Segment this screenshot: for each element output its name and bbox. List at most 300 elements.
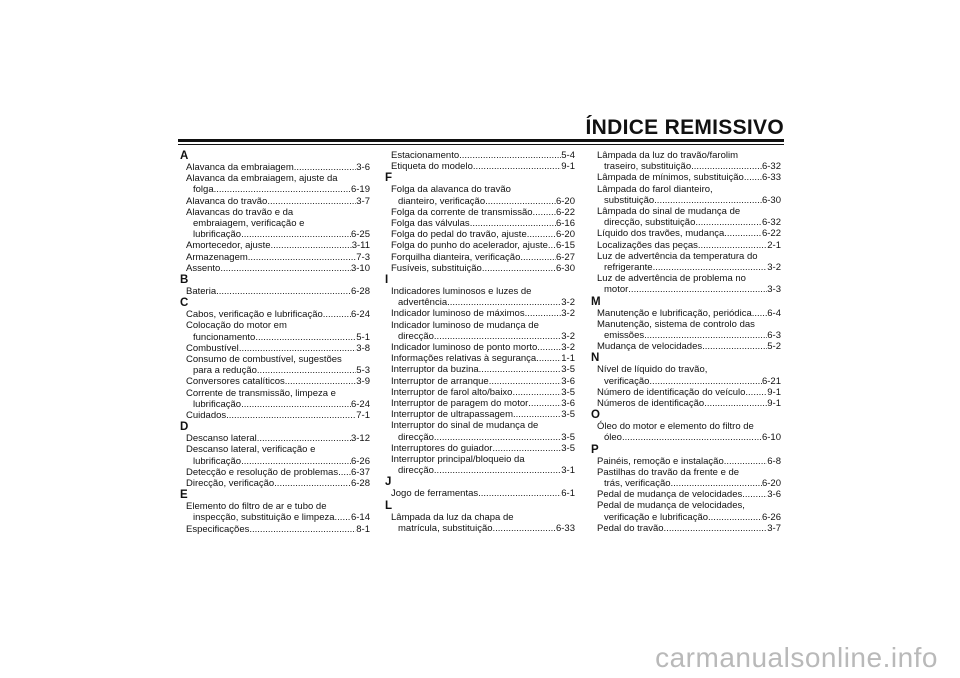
- index-entry-text: direcção: [398, 465, 434, 477]
- index-entry-page: 3-8: [356, 342, 370, 354]
- index-entry-text: Lâmpada da luz da chapa de: [391, 511, 514, 523]
- dot-leader: [644, 330, 767, 341]
- index-entry: [180, 343, 370, 354]
- index-entry-text: Bateria: [186, 286, 217, 298]
- index-entry: [180, 376, 370, 387]
- dot-leader: [704, 398, 767, 409]
- index-entry-page: 3-11: [351, 240, 370, 252]
- index-entry-text: Lâmpada da luz do travão/farolim: [597, 150, 738, 161]
- index-entry-text: Alavancas do travão e da: [186, 206, 294, 218]
- index-entry: [385, 342, 575, 353]
- dot-leader: [664, 523, 768, 534]
- index-entry-page: 6-28: [350, 478, 370, 490]
- index-entry-page: 7-1: [356, 410, 370, 422]
- dot-leader: [691, 161, 762, 172]
- index-entry-text: Lâmpada do farol dianteiro,: [597, 183, 713, 195]
- index-entry-text: lubrificação: [193, 398, 242, 410]
- index-entry-text: embraiagem, verificação e: [193, 218, 305, 230]
- dot-leader: [649, 376, 762, 387]
- index-entry: [385, 161, 575, 172]
- index-entry-text: direcção: [398, 330, 434, 342]
- index-entry-text: Indicador luminoso de ponto morto: [391, 342, 538, 354]
- index-entry: [180, 252, 370, 263]
- index-entry-page: 8-1: [356, 523, 370, 535]
- index-entry: [385, 465, 575, 476]
- index-entry-text: funcionamento: [193, 331, 256, 343]
- index-entry: [180, 196, 370, 207]
- index-entry: [385, 297, 575, 308]
- index-entry: [180, 512, 370, 523]
- index-entry-page: 6-20: [555, 229, 575, 241]
- index-entry-text: Detecção e resolução de problemas: [186, 466, 339, 478]
- index-entry-page: 6-10: [761, 432, 781, 444]
- index-entry-page: 6-16: [555, 218, 575, 230]
- index-entry-page: 3-6: [767, 489, 781, 501]
- index-section-letter: A: [180, 150, 189, 162]
- index-entry: [591, 341, 781, 352]
- index-entry-page: 6-15: [555, 240, 575, 252]
- index-entry: [385, 409, 575, 420]
- index-entry: [385, 229, 575, 240]
- index-entry-page: 3-12: [350, 433, 370, 445]
- index-column-2: [385, 150, 575, 534]
- index-entry-text: Folga da alavanca do travão: [391, 184, 511, 196]
- index-entry: [385, 376, 575, 387]
- index-entry-text: substituição: [604, 194, 655, 206]
- dot-leader: [241, 229, 351, 240]
- dot-leader: [338, 467, 351, 478]
- index-entry: [385, 364, 575, 375]
- index-entry-text: Cuidados: [186, 410, 227, 422]
- dot-leader: [485, 196, 556, 207]
- index-entry-text: Pastilhas do travão da frente e de: [597, 466, 740, 478]
- dot-leader: [492, 443, 561, 454]
- index-entry-text: Nível de líquido do travão,: [597, 364, 708, 376]
- index-entry-text: Interruptor principal/bloqueio da: [391, 454, 525, 466]
- index-section-letter: J: [385, 476, 392, 489]
- index-entry-page: 6-22: [555, 206, 575, 218]
- index-section-letter: F: [385, 172, 393, 185]
- index-section-letter: E: [180, 489, 188, 502]
- dot-leader: [724, 456, 768, 467]
- index-section-letter: C: [180, 297, 189, 310]
- index-entry: [180, 332, 370, 343]
- dot-leader: [214, 184, 351, 195]
- dot-leader: [698, 240, 767, 251]
- index-entry-text: Folga do pedal do travão, ajuste: [391, 229, 527, 241]
- index-entry: [591, 523, 781, 534]
- index-entry-page: 2-1: [767, 239, 781, 251]
- dot-leader: [745, 387, 767, 398]
- index-entry-page: 3-5: [561, 386, 575, 398]
- dot-leader: [702, 341, 767, 352]
- index-section-letter: M: [591, 295, 601, 308]
- index-entry: [591, 284, 781, 295]
- index-entry: [591, 240, 781, 251]
- dot-leader: [248, 252, 356, 263]
- index-entry-text: Etiqueta do modelo: [391, 161, 473, 173]
- dot-leader: [434, 331, 561, 342]
- dot-leader: [695, 217, 762, 228]
- index-entry-text: Consumo de combustível, sugestões: [186, 354, 342, 366]
- index-entry: [180, 478, 370, 489]
- index-entry-page: 6-19: [350, 184, 370, 196]
- index-entry-page: 3-2: [561, 297, 575, 309]
- index-entry-text: Indicador luminoso de mudança de: [391, 319, 539, 331]
- index-section-letter: L: [385, 499, 393, 512]
- index-entry-page: 6-3: [767, 330, 781, 342]
- index-entry: [180, 524, 370, 535]
- dot-leader: [525, 308, 562, 319]
- index-entry-text: Especificações: [186, 523, 250, 535]
- index-entry: [385, 523, 575, 534]
- dot-leader: [271, 240, 352, 251]
- dot-leader: [249, 524, 356, 535]
- index-entry-text: Jogo de ferramentas: [391, 488, 479, 500]
- index-entry-page: 3-2: [561, 308, 575, 320]
- index-entry: [385, 387, 575, 398]
- index-entry-page: 6-14: [350, 512, 370, 524]
- index-entry: [591, 456, 781, 467]
- index-entry-text: Painéis, remoção e instalação: [597, 455, 724, 467]
- index-entry-text: Líquido dos travões, mudança: [597, 228, 725, 240]
- index-entry-page: 3-6: [356, 162, 370, 173]
- index-entry-text: direcção: [398, 431, 434, 443]
- dot-leader: [479, 364, 562, 375]
- index-entry-text: advertência: [398, 297, 448, 309]
- dot-leader: [216, 286, 351, 297]
- index-entry: [180, 229, 370, 240]
- index-entry-page: 5-4: [561, 150, 575, 161]
- index-entry: [591, 489, 781, 500]
- index-entry-page: 6-28: [350, 286, 370, 298]
- index-entry-page: 3-9: [356, 376, 370, 388]
- dot-leader: [653, 262, 768, 273]
- index-entry: [591, 217, 781, 228]
- index-entry-page: 5-2: [767, 341, 781, 353]
- index-entry-text: folga: [193, 184, 214, 196]
- index-entry-page: 3-2: [561, 342, 575, 354]
- index-entry-text: Manutenção, sistema de controlo das: [597, 318, 755, 330]
- dot-leader: [512, 387, 561, 398]
- index-entry-page: 9-1: [561, 161, 575, 173]
- index-entry-text: Colocação do motor em: [186, 320, 287, 332]
- index-entry-text: Direcção, verificação: [186, 478, 275, 490]
- index-entry-text: Números de identificação: [597, 398, 705, 410]
- dot-leader: [434, 432, 561, 443]
- index-entry-text: verificação e lubrificação: [604, 511, 709, 523]
- index-entry-text: Assento: [186, 262, 221, 274]
- index-entry-text: Combustível: [186, 342, 239, 354]
- index-entry: [591, 161, 781, 172]
- index-entry-text: Elemento do filtro de ar e tubo de: [186, 501, 327, 513]
- index-entry: [591, 330, 781, 341]
- dot-leader: [724, 228, 762, 239]
- dot-leader: [434, 465, 561, 476]
- index-entry-page: 3-6: [561, 398, 575, 410]
- page-title: ÍNDICE REMISSIVO: [585, 116, 784, 139]
- index-entry-text: trás, verificação: [604, 478, 671, 490]
- index-entry-text: Forquilha dianteira, verificação: [391, 251, 521, 263]
- dot-leader: [470, 218, 556, 229]
- index-entry: [385, 398, 575, 409]
- index-entry: [591, 262, 781, 273]
- index-entry-page: 6-8: [767, 455, 781, 467]
- dot-leader: [536, 353, 561, 364]
- index-entry-text: refrigerante: [604, 262, 653, 274]
- index-entry-text: Estacionamento: [391, 150, 460, 161]
- dot-leader: [493, 523, 556, 534]
- index-entry-page: 6-27: [555, 251, 575, 263]
- index-entry-page: 6-20: [761, 478, 781, 490]
- title-rule-thick: [178, 139, 784, 142]
- index-entry-text: Número de identificação do veículo: [597, 386, 746, 398]
- index-section-letter: I: [385, 274, 389, 287]
- dot-leader: [628, 284, 767, 295]
- dot-leader: [708, 512, 762, 523]
- index-entry: [591, 228, 781, 239]
- index-entry-page: 6-32: [761, 217, 781, 229]
- dot-leader: [285, 376, 357, 387]
- index-entry-page: 3-5: [561, 409, 575, 421]
- index-entry-page: 6-24: [350, 398, 370, 410]
- index-entry-text: Lâmpada de mínimos, substituição: [597, 172, 744, 184]
- dot-leader: [220, 263, 351, 274]
- index-entry-text: Interruptor da buzina: [391, 364, 479, 376]
- index-entry-page: 6-30: [761, 194, 781, 206]
- index-entry: [180, 240, 370, 251]
- index-entry-text: matrícula, substituição: [398, 522, 493, 534]
- dot-leader: [257, 365, 356, 376]
- dot-leader: [267, 196, 356, 207]
- dot-leader: [654, 195, 762, 206]
- index-entry: [591, 376, 781, 387]
- dot-leader: [226, 410, 356, 421]
- index-entry-page: 7-3: [356, 251, 370, 263]
- index-entry-text: Alavanca da embraiagem, ajuste da: [186, 173, 338, 185]
- index-entry: [385, 263, 575, 274]
- index-entry-text: Folga das válvulas: [391, 218, 470, 230]
- index-entry-page: 6-22: [761, 228, 781, 240]
- index-entry: [385, 331, 575, 342]
- index-entry-text: traseiro, substituição: [604, 161, 692, 173]
- dot-leader: [527, 229, 556, 240]
- watermark: carmanualsonline.info: [655, 642, 938, 673]
- index-entry: [591, 387, 781, 398]
- index-entry-page: 3-5: [561, 364, 575, 376]
- index-entry-text: Lâmpada do sinal de mudança de: [597, 206, 741, 218]
- index-entry-page: 6-37: [350, 466, 370, 478]
- title-rule-thin: [178, 144, 784, 145]
- index-entry: [385, 353, 575, 364]
- index-entry-page: 6-26: [350, 455, 370, 467]
- index-entry-page: 3-10: [350, 262, 370, 274]
- index-section-letter: P: [591, 443, 599, 456]
- index-entry-text: Armazenagem: [186, 251, 248, 263]
- dot-leader: [473, 161, 561, 172]
- index-entry-text: dianteiro, verificação: [398, 195, 486, 207]
- index-entry-page: 6-33: [555, 522, 575, 534]
- index-entry-page: 9-1: [767, 398, 781, 410]
- index-entry: [591, 478, 781, 489]
- index-section-letter: B: [180, 274, 189, 287]
- index-entry-text: verificação: [604, 375, 650, 387]
- dot-leader: [482, 263, 556, 274]
- index-entry-page: 1-1: [561, 353, 575, 365]
- index-entry: [385, 207, 575, 218]
- index-entry-page: 3-5: [561, 431, 575, 443]
- index-entry: [180, 365, 370, 376]
- dot-leader: [520, 252, 556, 263]
- dot-leader: [447, 297, 561, 308]
- index-entry-page: 6-20: [555, 195, 575, 207]
- index-entry-text: Folga da corrente de transmissão: [391, 206, 533, 218]
- dot-leader: [255, 332, 356, 343]
- index-entry-text: Localizações das peças: [597, 239, 698, 251]
- index-entry: [385, 488, 575, 499]
- index-entry-page: 3-2: [767, 262, 781, 274]
- index-entry-text: emissões: [604, 330, 645, 342]
- index-entry: [180, 263, 370, 274]
- index-entry: [180, 399, 370, 410]
- index-entry-text: Interruptor do sinal de mudança de: [391, 420, 539, 432]
- dot-leader: [671, 478, 762, 489]
- index-entry-text: Indicador luminoso de máximos: [391, 308, 525, 320]
- index-entry-page: 6-1: [561, 488, 575, 500]
- index-entry-page: 3-7: [767, 522, 781, 534]
- index-entry: [385, 150, 575, 161]
- index-entry: [385, 432, 575, 443]
- index-entry-text: Luz de advertência da temperatura do: [597, 250, 758, 262]
- dot-leader: [257, 433, 351, 444]
- index-entry-page: 3-1: [561, 465, 575, 477]
- index-entry-text: Pedal de mudança de velocidades,: [597, 500, 745, 512]
- index-entry: [591, 195, 781, 206]
- index-entry: [180, 184, 370, 195]
- index-entry-page: 6-21: [761, 375, 781, 387]
- index-entry-page: 6-32: [761, 161, 781, 173]
- index-column-1: [180, 150, 370, 535]
- index-entry-text: Descanso lateral: [186, 433, 257, 445]
- dot-leader: [752, 308, 768, 319]
- index-entry: [180, 309, 370, 320]
- index-entry-text: Conversores catalíticos: [186, 376, 285, 388]
- index-entry-text: para a redução: [193, 365, 257, 377]
- dot-leader: [744, 172, 762, 183]
- index-entry: [591, 512, 781, 523]
- index-entry-page: 3-6: [561, 375, 575, 387]
- index-section-letter: D: [180, 421, 189, 434]
- index-entry-text: Pedal do travão: [597, 522, 664, 534]
- index-entry: [385, 240, 575, 251]
- index-entry-text: Mudança de velocidades: [597, 341, 703, 353]
- dot-leader: [537, 342, 561, 353]
- index-entry: [180, 433, 370, 444]
- index-entry: [591, 432, 781, 443]
- index-section-letter: O: [591, 409, 600, 422]
- index-entry-page: 6-30: [555, 262, 575, 274]
- dot-leader: [622, 432, 762, 443]
- dot-leader: [548, 240, 556, 251]
- index-column-3: [591, 150, 781, 534]
- index-entry-text: Interruptor de paragem do motor: [391, 398, 529, 410]
- index-entry-page: 6-25: [350, 229, 370, 241]
- index-entry-page: 5-3: [356, 365, 370, 377]
- index-entry: [180, 410, 370, 421]
- index-entry-page: 6-24: [350, 309, 370, 321]
- index-entry: [385, 443, 575, 454]
- index-entry-text: Alavanca do travão: [186, 195, 268, 207]
- index-entry: [385, 218, 575, 229]
- index-entry-page: 3-2: [561, 330, 575, 342]
- index-entry-text: Fusíveis, substituição: [391, 262, 482, 274]
- index-entry-page: 6-26: [761, 511, 781, 523]
- index-entry-page: 3-5: [561, 442, 575, 454]
- index-entry-page: 9-1: [767, 386, 781, 398]
- index-entry-text: Indicadores luminosos e luzes de: [391, 286, 532, 298]
- index-entry-text: Luz de advertência de problema no: [597, 273, 746, 285]
- index-entry-text: Pedal de mudança de velocidades: [597, 489, 743, 501]
- index-entry-page: 3-7: [356, 195, 370, 207]
- index-entry: [385, 196, 575, 207]
- dot-leader: [241, 456, 351, 467]
- dot-leader: [513, 409, 561, 420]
- index-entry-text: Informações relativas à segurança: [391, 353, 537, 365]
- index-entry: [591, 398, 781, 409]
- dot-leader: [239, 343, 356, 354]
- index-entry-text: inspecção, substituição e limpeza: [193, 512, 335, 524]
- index-entry-text: motor: [604, 284, 629, 296]
- index-entry-page: 5-1: [356, 331, 370, 343]
- index-entry: [180, 162, 370, 173]
- index-entry-text: Amortecedor, ajuste: [186, 240, 271, 252]
- index-entry-text: Cabos, verificação e lubrificação: [186, 309, 323, 321]
- index-entry-text: Óleo do motor e elemento do filtro de: [597, 421, 754, 433]
- index-entry-text: óleo: [604, 432, 622, 444]
- index-entry-text: Interruptores do guiador: [391, 442, 493, 454]
- index-entry: [385, 308, 575, 319]
- dot-leader: [459, 150, 561, 161]
- dot-leader: [478, 488, 561, 499]
- dot-leader: [533, 207, 556, 218]
- index-entry-text: lubrificação: [193, 455, 242, 467]
- index-entry: [591, 308, 781, 319]
- index-entry-text: direcção, substituição: [604, 217, 696, 229]
- index-entry: [180, 286, 370, 297]
- dot-leader: [742, 489, 767, 500]
- dot-leader: [241, 399, 351, 410]
- index-entry-text: Interruptor de farol alto/baixo: [391, 386, 513, 398]
- index-entry-text: Alavanca da embraiagem: [186, 162, 294, 173]
- index-entry: [180, 467, 370, 478]
- dot-leader: [489, 376, 562, 387]
- index-entry-text: Manutenção e lubrificação, periódica: [597, 307, 752, 319]
- dot-leader: [335, 512, 351, 523]
- dot-leader: [294, 162, 357, 173]
- index-entry: [385, 252, 575, 263]
- index-entry-text: Folga do punho do acelerador, ajuste: [391, 240, 548, 252]
- index-section-letter: N: [591, 352, 600, 365]
- index-entry-page: 6-33: [761, 172, 781, 184]
- dot-leader: [274, 478, 351, 489]
- index-entry-text: lubrificação: [193, 229, 242, 241]
- index-entry-text: Interruptor de ultrapassagem: [391, 409, 513, 421]
- index-entry-page: 6-4: [767, 307, 781, 319]
- index-entry-text: Interruptor de arranque: [391, 375, 489, 387]
- index-entry: [180, 456, 370, 467]
- index-entry-text: Corrente de transmissão, limpeza e: [186, 387, 336, 399]
- index-entry-text: Descanso lateral, verificação e: [186, 444, 316, 456]
